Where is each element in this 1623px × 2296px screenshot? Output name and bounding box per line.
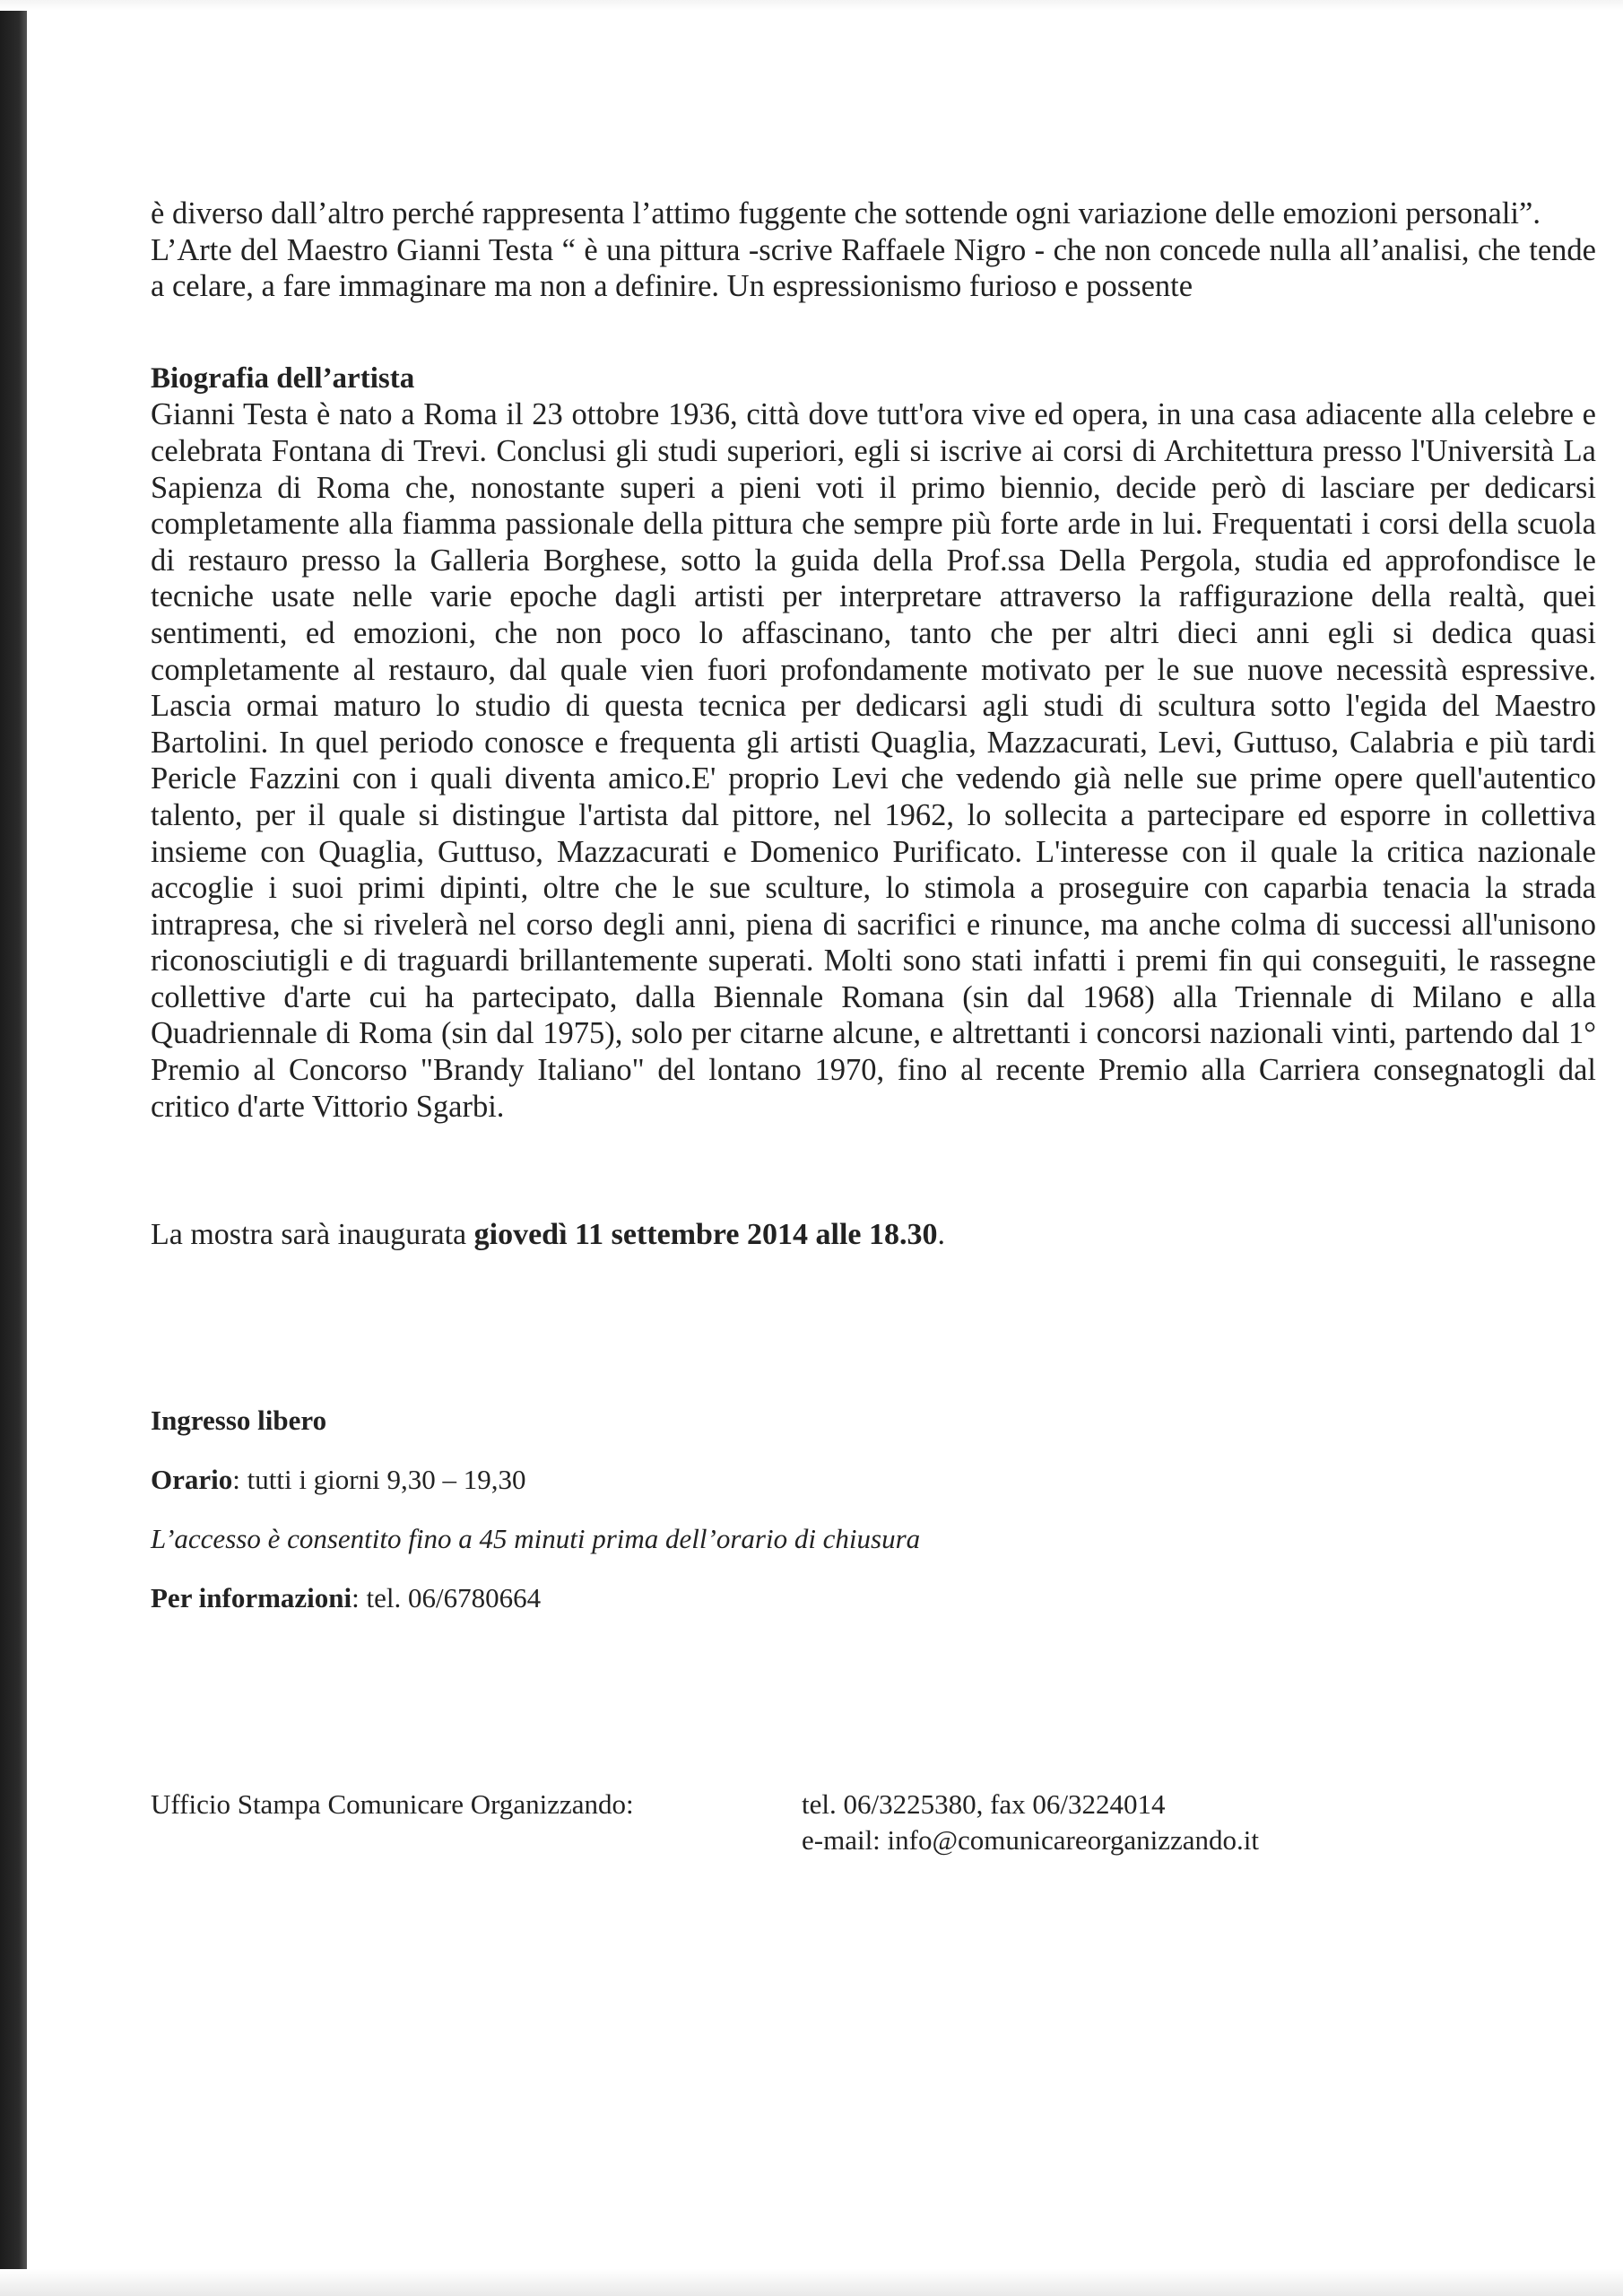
opening-hours [151, 1462, 1596, 1498]
info-contact-value: : tel. 06/6780664 [352, 1582, 542, 1614]
inauguration-date: giovedì 11 settembre 2014 alle 18.30 [473, 1218, 938, 1252]
inauguration-line [151, 1216, 1596, 1254]
biography-heading: Biografia dell’artista [151, 361, 415, 395]
press-office [151, 1787, 1596, 1867]
info-contact-label: Per informazioni [151, 1582, 352, 1614]
hours-label: Orario [151, 1464, 233, 1496]
press-office-label: Ufficio Stampa Comunicare Organizzando: [151, 1788, 634, 1821]
inauguration-suffix: . [937, 1218, 945, 1252]
entry-info [151, 1403, 1596, 1439]
scan-shadow-edge [0, 0, 27, 2296]
press-office-contacts [802, 1787, 1259, 1858]
scan-bottom-edge [0, 2269, 1623, 2296]
inauguration-prefix: La mostra sarà inaugurata [151, 1218, 474, 1252]
press-email: e-mail: info@comunicareorganizzando.it [802, 1824, 1260, 1857]
scan-top-edge [0, 0, 1623, 11]
press-phone-fax: tel. 06/3225380, fax 06/3224014 [802, 1788, 1166, 1821]
intro-paragraph-1: è diverso dall’altro perché rappresenta l’attimo fuggente che sottende ogni variazione delle emozioni personali”. [151, 196, 1541, 230]
hours-value: : tutti i giorni 9,30 – 19,30 [232, 1464, 526, 1496]
document-page [151, 196, 1596, 1867]
biography-text: Gianni Testa è nato a Roma il 23 ottobre 1936, città dove tutt'ora vive ed opera, in una casa adiacente alla celebre e celebrata Fontana di Trevi. Conclusi gli studi superiori, egli si iscrive ai corsi di Architettura presso l'Università La Sapienza di Roma che, nonostante superi a pieni voti il primo biennio, decide però di lasciare per dedicarsi completamente alla fiamma passionale della pittura che sempre più forte arde in lui. Frequentati i corsi della scuola di restauro presso la Galleria Borghese, sotto la guida della Prof.ssa Della Pergola, studia ed approfondisce le tecniche usate nelle varie epoche dagli artisti per interpretare attraverso la raffigurazione della realtà, quei sentimenti, ed emozioni, che non poco lo affascinano, tanto che per altri dieci anni egli si dedica quasi completamente al restauro, dal quale vien fuori profondamente motivato per le sue nuove necessità espressive. Lascia ormai maturo lo studio di questa tecnica per dedicarsi agli studi di scultura sotto l'egida del Maestro Bartolini. In quel periodo conosce e frequenta gli artisti Quaglia, Mazzacurati, Levi, Guttuso, Calabria e più tardi Pericle Fazzini con i quali diventa amico.E' proprio Levi che vedendo già nelle sue prime opere quell'autentico talento, per il quale si distingue l'artista dal pittore, nel 1962, lo sollecita a partecipare ed esporre in collettiva insieme con Quaglia, Guttuso, Mazzacurati e Domenico Purificato. L'interesse con il quale la critica nazionale accoglie i suoi primi dipinti, oltre che le sue sculture, lo stimola a proseguire con caparbia tenacia la strada intrapresa, che si rivelerà nel corso degli anni, piena di sacrifici e rinunce, ma anche colma di successi all'unisono riconosciutigli e di traguardi brillantemente superati. Molti sono stati infatti i premi fin qui conseguiti, le rassegne collettive d'arte cui ha partecipato, dalla Biennale Romana (sin dal 1968) alla Triennale di Milano e alla Quadriennale di Roma (sin dal 1975), solo per citarne alcune, e altrettanti i concorsi nazionali vinti, partendo dal 1° Premio al Concorso "Brandy Italiano" del lontano 1970, fino al recente Premio alla Carriera consegnatogli dal critico d'arte Vittorio Sgarbi. [151, 397, 1596, 1124]
entry-label: Ingresso libero [151, 1405, 327, 1437]
access-note: L’accesso è consentito fino a 45 minuti prima dell’orario di chiusura [151, 1523, 921, 1555]
intro-paragraph-2: L’Arte del Maestro Gianni Testa “ è una pittura -scrive Raffaele Nigro - che non concede nulla all’analisi, che tende a celare, a fare immaginare ma non a definire. Un espressionismo furioso e possente [151, 232, 1596, 304]
visitor-info [151, 1403, 1596, 1616]
info-contact [151, 1580, 1596, 1616]
